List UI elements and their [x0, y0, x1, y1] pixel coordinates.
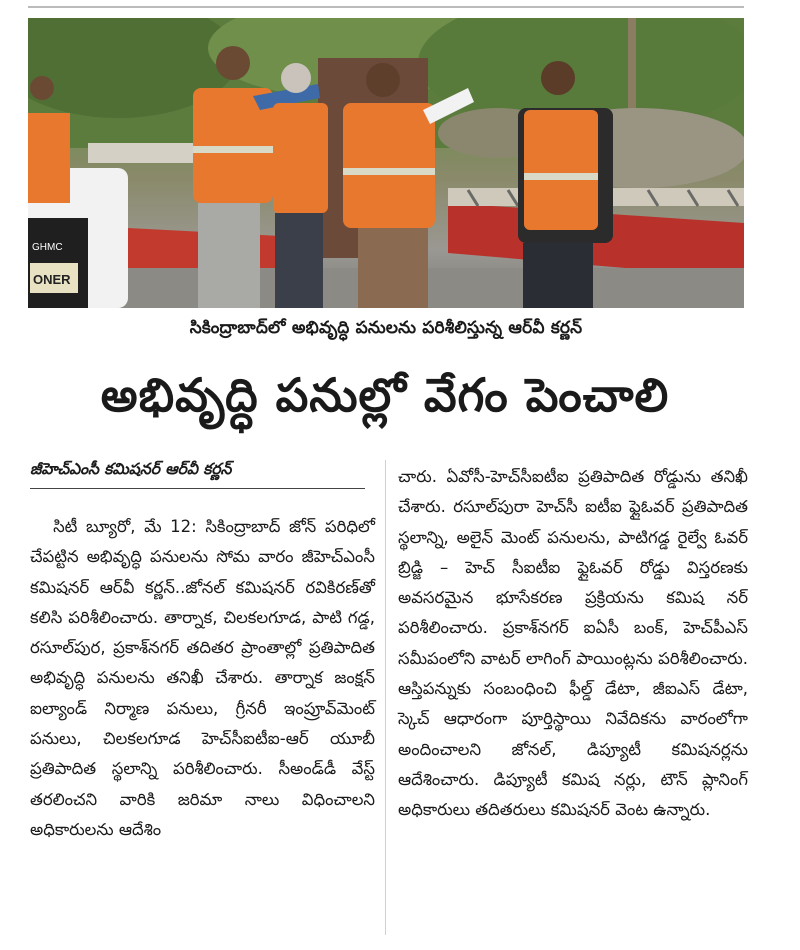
- photo-illustration: [28, 18, 744, 308]
- top-rule: [28, 6, 744, 8]
- photo-caption: సికింద్రాబాద్‌లో అభివృద్ధి పనులను పరిశీలిస్తున్న ఆర్‌వీ కర్ణన్: [189, 318, 583, 338]
- column-divider: [385, 460, 386, 935]
- news-photo: [28, 18, 744, 308]
- vehicle-badge-text: GHMC: [32, 242, 63, 253]
- article-paragraph-right: చారు. ఏవోసీ-హెచ్‌సీఐటీఐ ప్రతిపాదిత రోడ్డును తనిఖీ చేశారు. రసూల్‌పురా హెచ్‌సీ ఐటీఐ ఫ్లైఓవర్ ప్రతిపాదిత స్థలాన్ని, అలైన్ మెంట్ పనులను, పాటిగడ్డ రైల్వే ఓవర్ బ్రిడ్జి – హెచ్ సీఐటీఐ ఫ్లైఓవర్ రోడ్డు విస్తరణకు అవసరమైన భూసేకరణ ప్రక్రియను కమిష నర్ పరిశీలించారు. ప్రకాశ్‌నగర్ ఐఏసీ బంక్, హెచ్‌పీఎస్ సమీపంలోని వాటర్ లాగింగ్ పాయింట్లను పరిశీలించారు. ఆస్తిపన్నుకు సంబంధించి ఫీల్డ్ డేటా, జీఐఎస్ డేటా, స్కెచ్ ఆధారంగా పూర్తిస్థాయి నివేదికను వారంలోగా అందించాలని జోనల్, డిప్యూటీ కమిషనర్లను ఆదేశించారు. డిప్యూటీ కమిష నర్లు, టౌన్ ప్లానింగ్ అధికారులు తదితరులు కమిషనర్ వెంట ఉన్నారు.: [398, 467, 748, 820]
- byline: జీహెచ్‌ఎంసీ కమిషనర్ ఆర్‌వీ కర్ణన్: [30, 460, 365, 489]
- article-column-left: [30, 512, 375, 845]
- article-paragraph-left: సిటీ బ్యూరో, మే 12: సికింద్రాబాద్ జోన్ పరిధిలో చేపట్టిన అభివృద్ధి పనులను సోమ వారం జీహెచ్‌ఎంసీ కమిషనర్ ఆర్‌వీ కర్ణన్..జోనల్ కమిషనర్ రవికిరణ్‌తో కలిసి పరిశీలించారు. తార్నాక, చిలకలగూడ, పాటి గడ్డ, రసూల్‌పుర, ప్రకాశ్‌నగర్ తదితర ప్రాంతాల్లో ప్రతిపాదిత అభివృద్ధి పనులను తనిఖీ చేశారు. తార్నాక జంక్షన్ ఐల్యాండ్ నిర్మాణ పనులు, గ్రీనరీ ఇంప్రూవ్‌మెంట్ పనులు, చిలకలగూడ హెచ్‌సీఐటీఐ-ఆర్ యూబీ ప్రతిపాదిత స్థలాన్ని పరిశీలించారు. సీఅండ్‌డీ వేస్ట్ తరలించని వారికి జరిమా నాలు విధించాలని అధికారులను ఆదేశిం: [30, 517, 375, 839]
- article-column-right: [398, 462, 748, 826]
- vehicle-plate-text: ONER: [33, 272, 71, 287]
- headline: అభివృద్ధి పనుల్లో వేగం పెంచాలి: [100, 368, 670, 422]
